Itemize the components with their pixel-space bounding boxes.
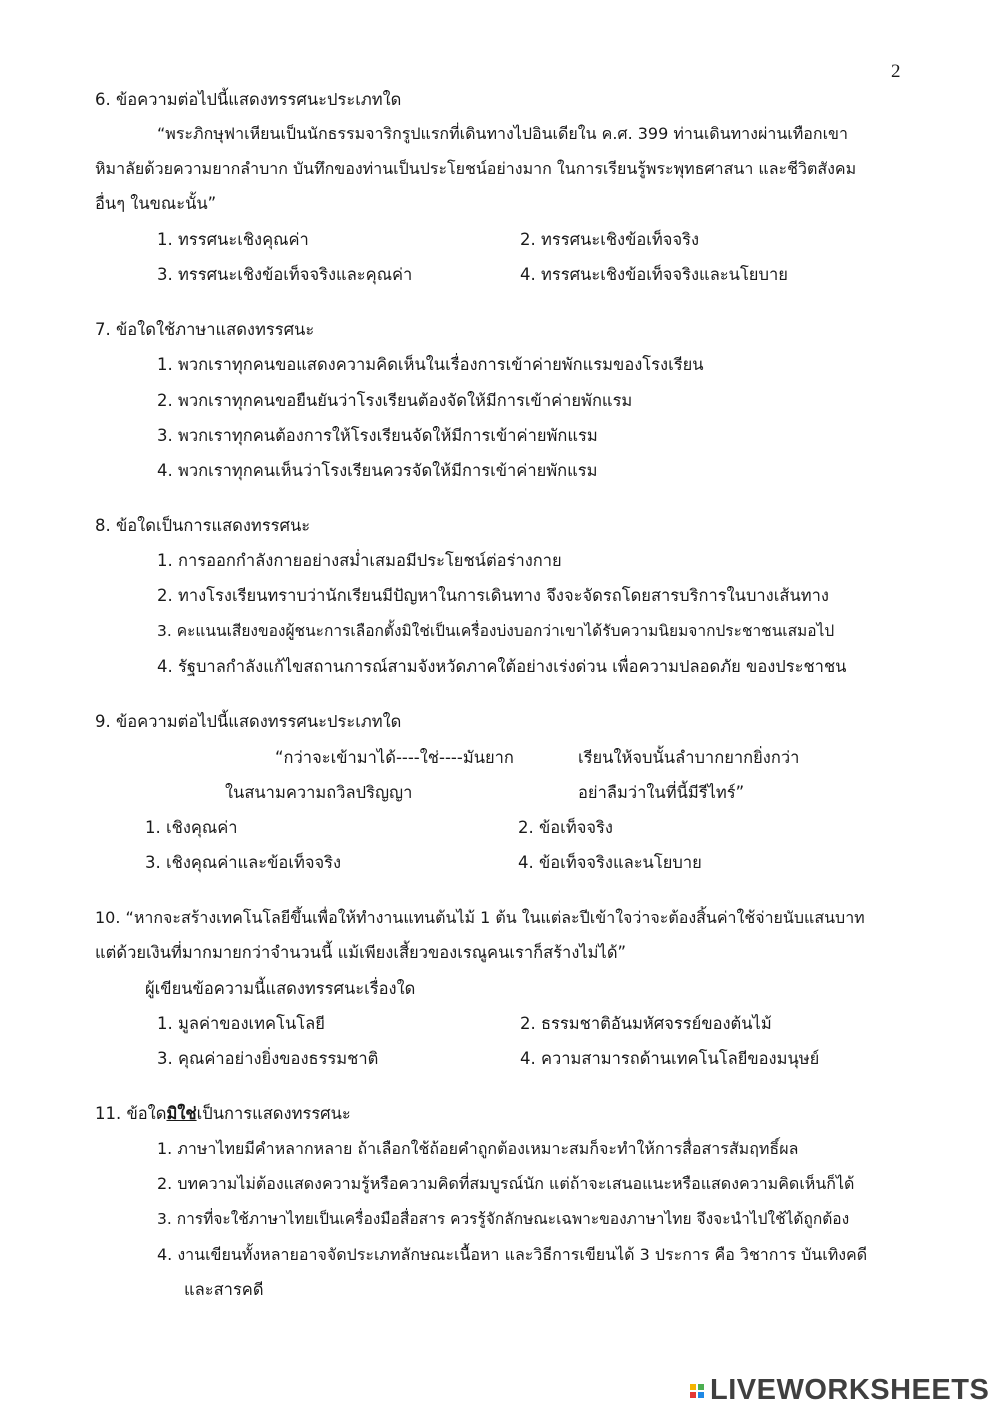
question-8-title: 8. ข้อใดเป็นการแสดงทรรศนะ <box>95 516 311 535</box>
question-8-option-2: 2. ทางโรงเรียนทราบว่านักเรียนมีปัญหาในการเดินทาง จึงจะจัดรถโดยสารบริการในบางเส้นทาง <box>157 586 829 605</box>
question-8-option-4: 4. รัฐบาลกำลังแก้ไขสถานการณ์สามจังหวัดภาคใต้อย่างเร่งด่วน เพื่อความปลอดภัย ของประชาชน <box>157 657 847 676</box>
page-number: 2 <box>891 61 901 82</box>
question-11-option-4-continuation: และสารคดี <box>184 1280 264 1299</box>
logo-text: LIVEWORKSHEETS <box>710 1374 990 1406</box>
question-9-option-2: 2. ข้อเท็จจริง <box>518 818 613 837</box>
question-6-quote-line-2: หิมาลัยด้วยความยากลำบาก บันทึกของท่านเป็นประโยชน์อย่างมาก ในการเรียนรู้พระพุทธศาสนา และชีวิตสังคม <box>95 159 857 178</box>
question-8-option-1: 1. การออกกำลังกายอย่างสม่ำเสมอมีประโยชน์ต่อร่างกาย <box>157 551 562 570</box>
question-10-option-1: 1. มูลค่าของเทคโนโลยี <box>157 1014 325 1033</box>
question-11-option-1: 1. ภาษาไทยมีคำหลากหลาย ถ้าเลือกใช้ถ้อยคำถูกต้องเหมาะสมก็จะทำให้การสื่อสารสัมฤทธิ์ผล <box>157 1139 799 1158</box>
logo-square-blue <box>698 1392 704 1398</box>
question-11-option-2: 2. บทความไม่ต้องแสดงความรู้หรือความคิดที่สมบูรณ์นัก แต่ถ้าจะเสนอแนะหรือแสดงความคิดเห็นก็ได้ <box>157 1174 855 1193</box>
question-6-option-3: 3. ทรรศนะเชิงข้อเท็จจริงและคุณค่า <box>157 265 413 284</box>
question-9-poem-line-4: อย่าลืมว่าในที่นี้มีรีไทร์” <box>578 783 745 802</box>
question-10-option-4: 4. ความสามารถด้านเทคโนโลยีของมนุษย์ <box>520 1049 820 1068</box>
question-11-title-prefix: 11. ข้อใด <box>95 1104 167 1123</box>
question-7-option-2: 2. พวกเราทุกคนขอยืนยันว่าโรงเรียนต้องจัดให้มีการเข้าค่ายพักแรม <box>157 391 633 410</box>
logo-mark-icon <box>690 1384 704 1398</box>
liveworksheets-logo <box>690 1376 989 1405</box>
question-6-option-4: 4. ทรรศนะเชิงข้อเท็จจริงและนโยบาย <box>520 265 788 284</box>
question-6-option-2: 2. ทรรศนะเชิงข้อเท็จจริง <box>520 230 700 249</box>
question-11-option-4: 4. งานเขียนทั้งหลายอาจจัดประเภทลักษณะเนื้อหา และวิธีการเขียนได้ 3 ประการ คือ วิชาการ บันเทิงคดี <box>157 1245 868 1264</box>
question-6-quote-line-1: “พระภิกษุฟาเหียนเป็นนักธรรมจาริกรูปแรกที่เดินทางไปอินเดียใน ค.ศ. 399 ท่านเดินทางผ่านเทือกเขา <box>157 124 848 143</box>
logo-square-green <box>698 1384 704 1390</box>
question-9-poem-line-3: ในสนามความถวิลปริญญา <box>225 783 413 802</box>
question-6-title: 6. ข้อความต่อไปนี้แสดงทรรศนะประเภทใด <box>95 90 402 109</box>
question-10-option-3: 3. คุณค่าอย่างยิ่งของธรรมชาติ <box>157 1049 379 1068</box>
question-10-title: 10. “หากจะสร้างเทคโนโลยีขึ้นเพื่อให้ทำงานแทนต้นไม้ 1 ต้น ในแต่ละปีเข้าใจว่าจะต้องสิ้นค่าใช้จ่ายนับแสนบาท <box>95 908 865 927</box>
question-7-title: 7. ข้อใดใช้ภาษาแสดงทรรศนะ <box>95 320 315 339</box>
question-11-title-emphasis: มิใช่ <box>166 1104 197 1123</box>
question-10-line-2: แต่ด้วยเงินที่มากมายกว่าจำนวนนี้ แม้เพียงเสี้ยวของเรณูคนเราก็สร้างไม่ได้” <box>95 943 627 962</box>
question-10-option-2: 2. ธรรมชาติอันมหัศจรรย์ของต้นไม้ <box>520 1014 772 1033</box>
question-9-option-3: 3. เชิงคุณค่าและข้อเท็จจริง <box>145 853 342 872</box>
question-6-option-1: 1. ทรรศนะเชิงคุณค่า <box>157 230 309 249</box>
question-10-prompt: ผู้เขียนข้อความนี้แสดงทรรศนะเรื่องใด <box>145 979 416 998</box>
question-11-title <box>95 1106 351 1123</box>
logo-square-yellow <box>690 1384 696 1390</box>
question-11-option-3: 3. การที่จะใช้ภาษาไทยเป็นเครื่องมือสื่อสาร ควรรู้จักลักษณะเฉพาะของภาษาไทย จึงจะนำไปใช้ได้ถูกต้อง <box>157 1210 850 1228</box>
question-7-option-1: 1. พวกเราทุกคนขอแสดงความคิดเห็นในเรื่องการเข้าค่ายพักแรมของโรงเรียน <box>157 355 704 374</box>
question-7-option-3: 3. พวกเราทุกคนต้องการให้โรงเรียนจัดให้มีการเข้าค่ายพักแรม <box>157 426 598 445</box>
question-9-option-4: 4. ข้อเท็จจริงและนโยบาย <box>518 853 702 872</box>
question-9-option-1: 1. เชิงคุณค่า <box>145 818 238 837</box>
question-9-title: 9. ข้อความต่อไปนี้แสดงทรรศนะประเภทใด <box>95 712 402 731</box>
logo-square-red <box>690 1392 696 1398</box>
question-8-option-3: 3. คะแนนเสียงของผู้ชนะการเลือกตั้งมิใช่เป็นเครื่องบ่งบอกว่าเขาได้รับความนิยมจากประชาชนเสมอไป <box>157 622 835 640</box>
question-9-poem-line-2: เรียนให้จบนั้นลำบากยากยิ่งกว่า <box>578 748 800 767</box>
question-11-title-suffix: เป็นการแสดงทรรศนะ <box>196 1104 351 1123</box>
question-7-option-4: 4. พวกเราทุกคนเห็นว่าโรงเรียนควรจัดให้มีการเข้าค่ายพักแรม <box>157 461 598 480</box>
question-9-poem-line-1: “กว่าจะเข้ามาได้----ใช่----มันยาก <box>275 748 514 767</box>
question-6-quote-line-3: อื่นๆ ในขณะนั้น” <box>95 194 217 213</box>
